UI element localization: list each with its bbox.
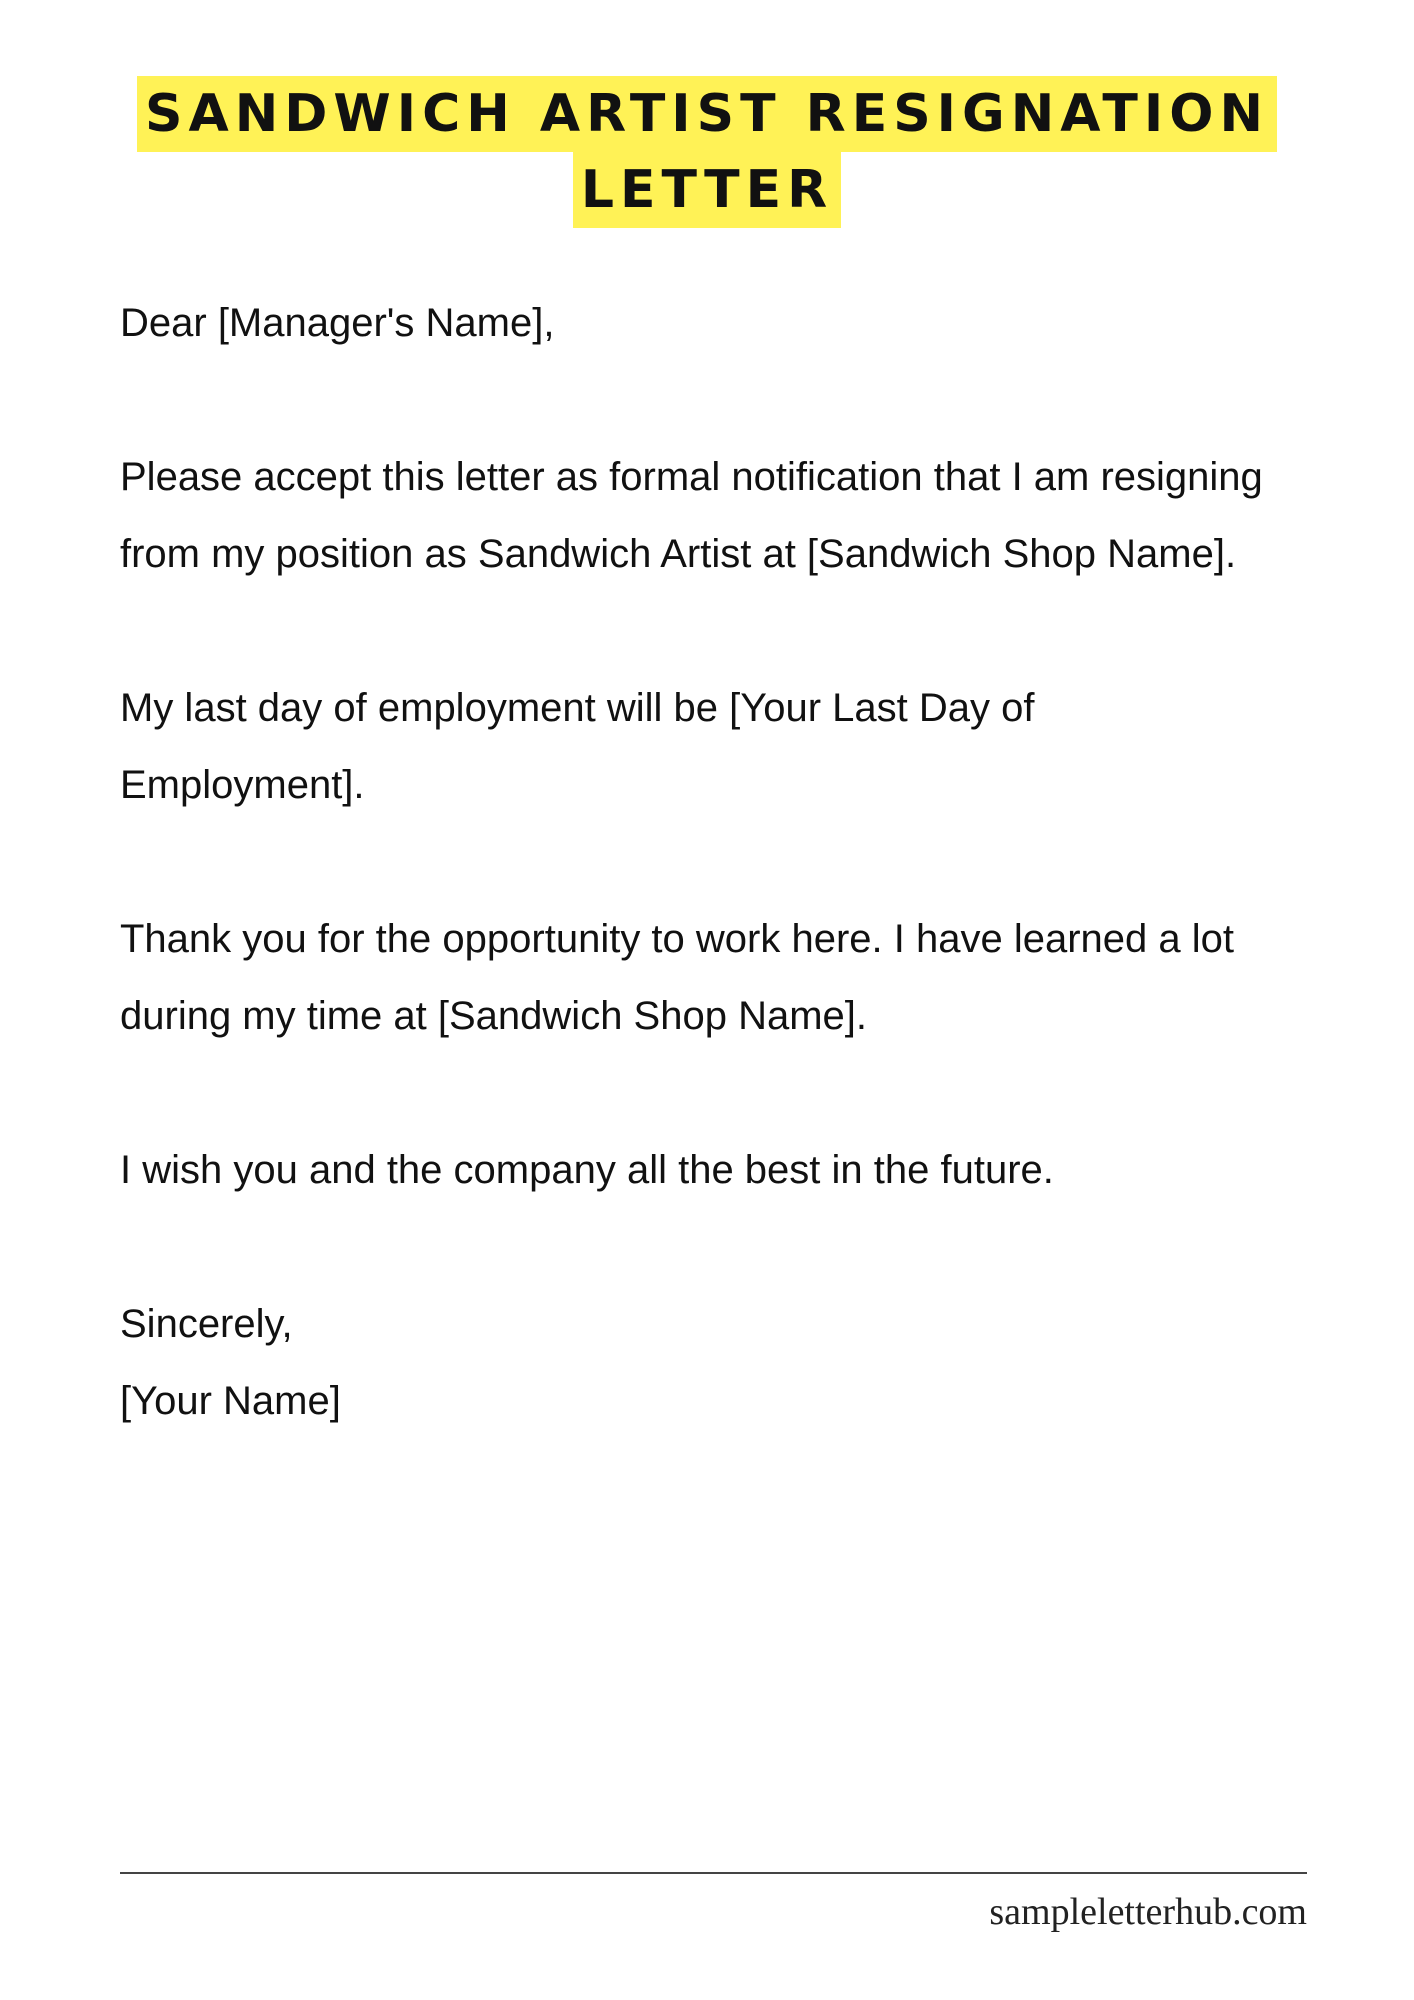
- signature: [Your Name]: [120, 1379, 341, 1423]
- letter-body: [120, 285, 1320, 1440]
- title-line-2: LETTER: [573, 152, 841, 228]
- page-title: [0, 76, 1414, 228]
- footer-divider: [120, 1872, 1307, 1874]
- paragraph-last-day: My last day of employment will be [Your Last Day of Employment].: [120, 686, 1035, 807]
- title-line-1: SANDWICH ARTIST RESIGNATION: [137, 76, 1277, 152]
- salutation: Dear [Manager's Name],: [120, 301, 555, 345]
- paragraph-notification: Please accept this letter as formal notification that I am resigning from my position as Sandwich Artist at [Sandwich Shop Name].: [120, 455, 1263, 576]
- paragraph-wishes: I wish you and the company all the best in the future.: [120, 1148, 1054, 1192]
- footer-site: sampleletterhub.com: [989, 1891, 1307, 1933]
- paragraph-thanks: Thank you for the opportunity to work here. I have learned a lot during my time at [Sandwich Shop Name].: [120, 917, 1234, 1038]
- closing: Sincerely,: [120, 1302, 293, 1346]
